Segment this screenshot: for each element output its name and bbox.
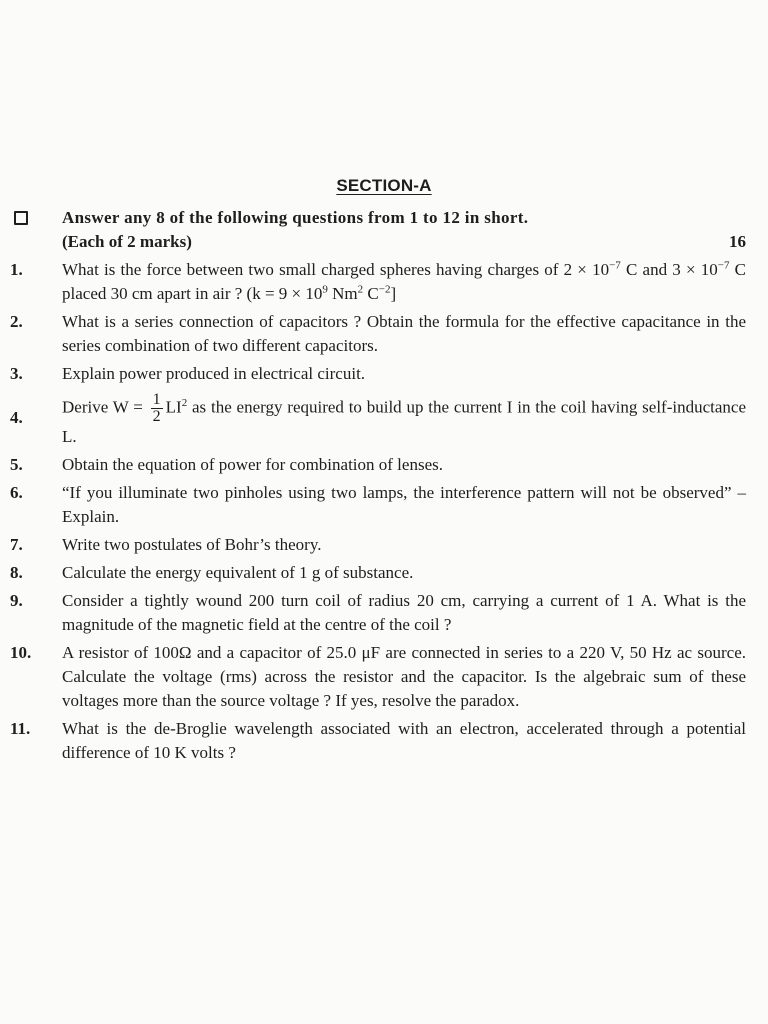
question-11	[0, 717, 768, 765]
question-3	[0, 362, 768, 386]
question-7	[0, 533, 768, 557]
section-title: SECTION-A	[336, 176, 432, 195]
question-text: What is the de-Broglie wavelength associated with an electron, accelerated through a potential difference of 10 K volts ?	[62, 719, 746, 762]
question-number: 1.	[10, 260, 23, 279]
question-text: Consider a tightly wound 200 turn coil of radius 20 cm, carrying a current of 1 A. What is the magnitude of the magnetic field at the centre of the coil ?	[62, 591, 746, 634]
question-number: 10.	[10, 643, 32, 662]
question-text: A resistor of 100Ω and a capacitor of 25.0 μF are connected in series to a 220 V, 50 Hz ac source. Calculate the voltage (rms) across the resistor and the capacitor. Is the algebraic sum of these voltages more than the source voltage ? If yes, resolve the paradox.	[62, 643, 746, 710]
question-8	[0, 561, 768, 585]
question-text: What is the force between two small charged spheres having charges of $2 \times 10^{-7}$ C and $3 \times 10^{-7}$ C placed 30 cm apart in air ? ($k = 9 \times 10^9$ Nm$^2$ $C^{-2}$]	[62, 259, 746, 303]
question-text: Calculate the energy equivalent of 1 g of substance.	[62, 563, 414, 582]
question-number: 2.	[10, 312, 23, 331]
question-list	[0, 258, 768, 769]
question-text: Derive W = $\frac{1}{2}$ $LI^2$ as the energy required to build up the current I in the coil having self-inductance L.	[62, 391, 746, 446]
question-6	[0, 481, 768, 529]
question-number: 7.	[10, 535, 23, 554]
instruction-marks-note: (Each of 2 marks)	[62, 232, 192, 251]
question-9	[0, 589, 768, 637]
question-text: What is a series connection of capacitors ? Obtain the formula for the effective capacitance in the series combination of two different capacitors.	[62, 312, 746, 355]
question-number: 11.	[10, 719, 31, 738]
question-text: “If you illuminate two pinholes using two lamps, the interference pattern will not be observed” – Explain.	[62, 483, 746, 526]
question-number: 6.	[10, 483, 23, 502]
question-2	[0, 310, 768, 358]
question-text: Explain power produced in electrical circuit.	[62, 364, 366, 383]
checkbox-icon	[14, 211, 28, 225]
question-number: 3.	[10, 364, 23, 383]
total-marks: 16	[729, 232, 746, 251]
question-number: 9.	[10, 591, 23, 610]
question-5	[0, 453, 768, 477]
question-4	[0, 392, 768, 449]
question-number: 4.	[10, 408, 23, 427]
question-number: 8.	[10, 563, 23, 582]
question-text: Write two postulates of Bohr’s theory.	[62, 535, 322, 554]
question-1	[0, 258, 768, 306]
question-text: Obtain the equation of power for combination of lenses.	[62, 455, 443, 474]
fraction: $\frac{1}{2}$	[152, 391, 161, 425]
instruction-text: Answer any 8 of the following questions from 1 to 12 in short.	[62, 208, 529, 227]
instruction-block	[14, 206, 746, 254]
question-number: 5.	[10, 455, 23, 474]
question-10	[0, 641, 768, 713]
